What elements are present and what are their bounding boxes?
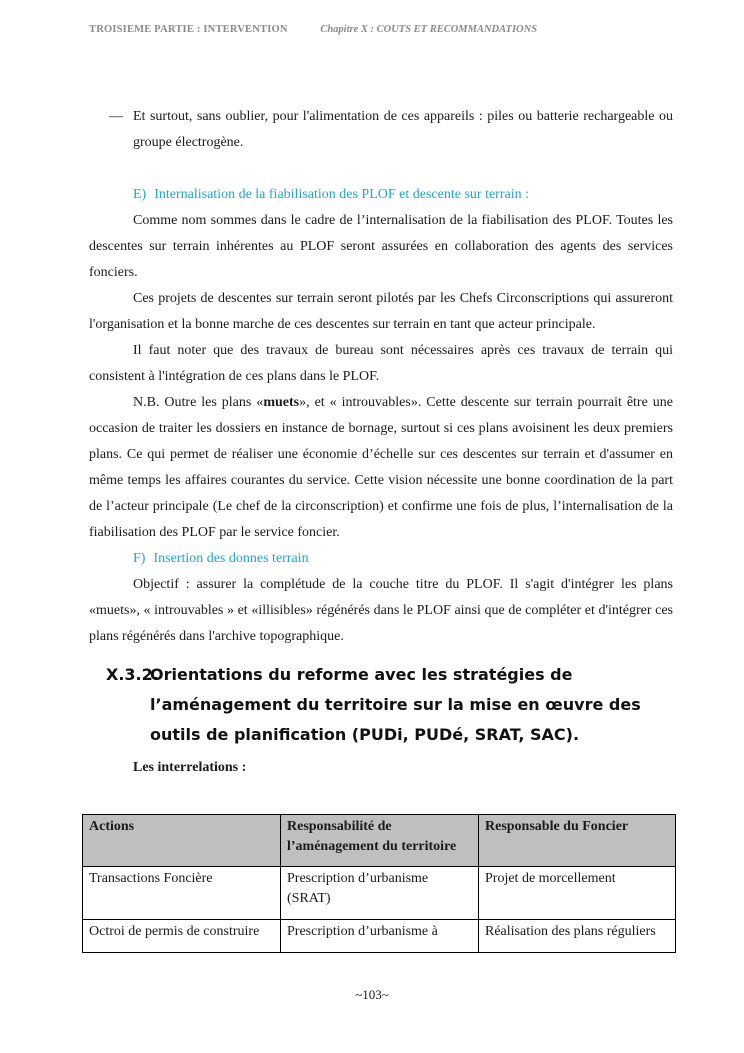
table-cell: Prescription d’urbanisme (SRAT) — [281, 867, 479, 920]
section-f-paragraph-1: Objectif : assurer la complétude de la couche titre du PLOF. Il s'agit d'intégrer les plans «muets», « introuvables » et «illisibles» régénérés dans le PLOF ainsi que de compléter et d'intégrer ces plans régénérés dans l'archive topographique. — [89, 577, 673, 644]
interrelations-label: Les interrelations : — [133, 760, 247, 775]
table-header-cell: Responsable du Foncier — [479, 815, 676, 867]
nb-bold-word: muets — [263, 395, 300, 410]
section-x32-title: Orientations du reforme avec les stratégies de l’aménagement du territoire sur la mise en œuvre des outils de planification (PUDi, PUDé, SRAT, SAC). — [150, 665, 641, 744]
table-cell: Projet de morcellement — [479, 867, 676, 920]
interrelations-table — [82, 814, 676, 953]
dash-list-item — [89, 104, 673, 156]
section-e-paragraph-3: Il faut noter que des travaux de bureau sont nécessaires après ces travaux de terrain qui consistent à l'intégration de ces plans dans le PLOF. — [89, 343, 673, 384]
table-row — [83, 867, 676, 920]
table-cell: Réalisation des plans réguliers — [479, 920, 676, 953]
table-cell: Prescription d’urbanisme à — [281, 920, 479, 953]
nb-paragraph — [89, 390, 673, 546]
table-row — [83, 920, 676, 953]
section-f-letter: F) — [133, 551, 146, 566]
section-e-paragraph-2: Ces projets de descentes sur terrain seront pilotés par les Chefs Circonscriptions qui assureront l'organisation et la bonne marche de ces descentes sur terrain en tant que acteur principale. — [89, 291, 673, 332]
nb-text-after: », et « introuvables». Cette descente sur terrain pourrait être une occasion de traiter les dossiers en instance de bornage, surtout si ces plans avoisinent les deux premiers plans. Ce qui permet de réaliser une économie d’échelle sur ces descentes sur terrain et d'assumer en même temps les affaires courantes du service. Cette vision nécessite une bonne coordination de la part de l’acteur principale (Le chef de la circonscription) et confirme une fois de plus, l’internalisation de la fiabilisation des PLOF par le service foncier. — [89, 395, 673, 540]
running-header — [89, 24, 537, 35]
section-e-title: Internalisation de la fiabilisation des PLOF et descente sur terrain : — [154, 187, 529, 202]
section-e-letter: E) — [133, 187, 147, 202]
dash-item-text: Et surtout, sans oublier, pour l'alimentation de ces appareils : piles ou batterie rechargeable ou groupe électrogène. — [133, 109, 673, 150]
section-x32-number: X.3.2. — [106, 665, 159, 684]
table-cell: Transactions Foncière — [83, 867, 281, 920]
page-body — [89, 104, 673, 780]
nb-text-before: N.B. Outre les plans « — [133, 395, 264, 410]
section-e-paragraph-1: Comme nom sommes dans le cadre de l’internalisation de la fiabilisation des PLOF. Toutes les descentes sur terrain inhérentes au PLOF seront assurées en collaboration des agents des services fonciers. — [89, 213, 673, 280]
table-header-cell: Actions — [83, 815, 281, 867]
section-f-title: Insertion des donnes terrain — [153, 551, 309, 566]
table-header-cell: Responsabilité de l’aménagement du territoire — [281, 815, 479, 867]
table-cell: Octroi de permis de construire — [83, 920, 281, 953]
header-chapter: Chapitre X : COUTS ET RECOMMANDATIONS — [320, 24, 538, 35]
page-number: ~103~ — [355, 987, 389, 1002]
section-f-heading — [89, 546, 673, 572]
section-e-heading — [89, 182, 673, 208]
header-part: TROISIEME PARTIE : INTERVENTION — [89, 24, 288, 35]
dash-bullet: — — [109, 109, 123, 124]
table-header-row — [83, 815, 676, 867]
section-x32-heading — [89, 660, 673, 750]
